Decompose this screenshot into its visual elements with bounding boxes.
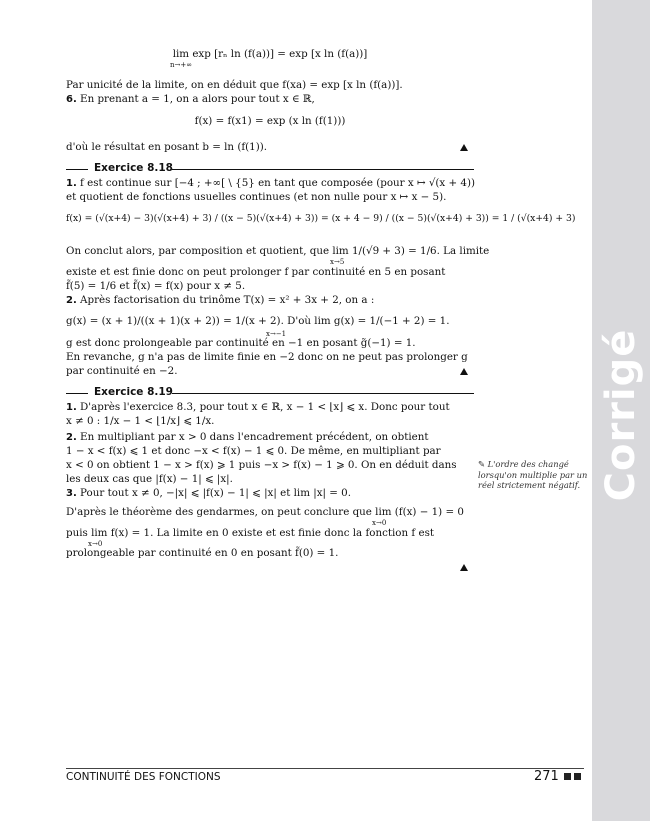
margin-note xyxy=(478,459,588,491)
ex818-line-11: par continuité en −2. xyxy=(66,365,178,377)
ex819-line-6: les deux cas que |f(x) − 1| ⩽ |x|. xyxy=(66,473,233,485)
limit-subscript: x→5 xyxy=(330,258,345,266)
limit-subscript: x→0 xyxy=(88,540,103,548)
pencil-icon: ✎ xyxy=(478,459,485,469)
limit-subscript: x→−1 xyxy=(266,330,287,338)
line-text: f est continue sur [−4 ; +∞[ \ {5} en tant que composée (pour x ↦ √(x + 4)) xyxy=(80,177,475,189)
equation-limit: lim exp [rₙ ln (f(a))] = exp [x ln (f(a))] xyxy=(172,48,368,60)
rule-right xyxy=(172,169,474,170)
ex818-line-4: On conclut alors, par composition et quotient, que lim 1/(√9 + 3) = 1/6. La limite xyxy=(66,245,490,257)
ex819-line-5: x < 0 on obtient 1 − x > f(x) ⩾ 1 puis −x > f(x) − 1 ⩾ 0. On en déduit dans xyxy=(66,459,457,471)
ex818-line-9: g est donc prolongeable par continuité en −1 en posant g̃(−1) = 1. xyxy=(66,337,416,349)
ex819-line-8: D'après le théorème des gendarmes, on peut conclure que lim (f(x) − 1) = 0 xyxy=(66,506,464,518)
ex818-line-6: f̃(5) = 1/6 et f̃(x) = f(x) pour x ≠ 5. xyxy=(66,280,246,292)
limit-subscript: x→0 xyxy=(372,519,387,527)
line-text: Pour tout x ≠ 0, −|x| ⩽ |f(x) − 1| ⩽ |x| et lim |x| = 0. xyxy=(80,487,351,499)
exercise-title: Exercice 8.18 xyxy=(94,162,173,174)
line-text: Après factorisation du trinôme T(x) = x² + 3x + 2, on a : xyxy=(80,294,375,306)
ex818-fraction-equation: f(x) = (√(x+4) − 3)(√(x+4) + 3) / ((x − 5)(√(x+4) + 3)) = (x + 4 − 9) / ((x − 5)(√(x+4) + 3)) = 1 / (√(x+4) + 3) xyxy=(66,213,576,224)
equation-f-x: f(x) = f(x1) = exp (x ln (f(1))) xyxy=(194,115,346,127)
chapter-title: CONTINUITÉ DES FONCTIONS xyxy=(66,771,221,783)
rule-right xyxy=(172,393,474,394)
item-number: 2. xyxy=(66,295,77,306)
line-text: En multipliant par x > 0 dans l'encadrement précédent, on obtient xyxy=(80,431,429,443)
ex818-line-10: En revanche, g n'a pas de limite finie en −2 donc on ne peut pas prolonger g xyxy=(66,351,468,363)
end-of-proof-triangle xyxy=(460,564,468,571)
footer-rule xyxy=(66,768,584,769)
rule-left xyxy=(66,169,88,170)
square-mark xyxy=(564,773,571,780)
item-number: 3. xyxy=(66,488,77,499)
page-number: 271 xyxy=(534,769,559,784)
square-mark xyxy=(574,773,581,780)
exercise-title: Exercice 8.19 xyxy=(94,386,173,398)
end-of-proof-triangle xyxy=(460,144,468,151)
ex818-line-5: existe et est finie donc on peut prolonger f par continuité en 5 en posant xyxy=(66,266,446,278)
ex819-line-2: x ≠ 0 : 1/x − 1 < ⌊1/x⌋ ⩽ 1/x. xyxy=(66,415,215,427)
item-6 xyxy=(66,93,474,106)
ex818-line-8: g(x) = (x + 1)/((x + 1)(x + 2)) = 1/(x + 2). D'où lim g(x) = 1/(−1 + 2) = 1. xyxy=(66,315,450,327)
line-text: D'après l'exercice 8.3, pour tout x ∈ ℝ, x − 1 < ⌊x⌋ ⩽ x. Donc pour tout xyxy=(80,401,450,413)
limit-subscript: n→+∞ xyxy=(169,61,193,69)
exercise-8-18-header xyxy=(66,162,474,176)
paragraph-conclusion: d'où le résultat en posant b = ln (f(1)). xyxy=(66,141,268,153)
ex819-line-3 xyxy=(66,431,474,444)
ex818-line-2: et quotient de fonctions usuelles continues (et non nulle pour x ↦ x − 5). xyxy=(66,191,447,203)
item-text: En prenant a = 1, on a alors pour tout x ∈ ℝ, xyxy=(80,93,315,105)
exercise-8-19-header xyxy=(66,386,474,400)
side-tab-label: Corrigé xyxy=(598,328,644,502)
item-number: 2. xyxy=(66,432,77,443)
item-number: 6. xyxy=(66,94,77,105)
ex819-line-9: puis lim f(x) = 1. La limite en 0 existe et est finie donc la fonction f est xyxy=(66,527,434,539)
side-tab xyxy=(592,0,650,821)
end-of-proof-triangle xyxy=(460,368,468,375)
ex819-line-7 xyxy=(66,487,474,500)
ex819-line-10: prolongeable par continuité en 0 en posant f̃(0) = 1. xyxy=(66,547,339,559)
ex819-line-4: 1 − x < f(x) ⩽ 1 et donc −x < f(x) − 1 ⩽ 0. De même, en multipliant par xyxy=(66,445,441,457)
rule-left xyxy=(66,393,88,394)
item-number: 1. xyxy=(66,178,77,189)
margin-note-text: L'ordre des changé lorsqu'on multiplie par un réel strictement négatif. xyxy=(478,459,588,490)
ex818-line-7 xyxy=(66,294,474,307)
ex818-line-1 xyxy=(66,177,474,190)
item-number: 1. xyxy=(66,402,77,413)
ex819-line-1 xyxy=(66,401,474,414)
paragraph-uniqueness: Par unicité de la limite, on en déduit que f(xa) = exp [x ln (f(a))]. xyxy=(66,79,403,91)
